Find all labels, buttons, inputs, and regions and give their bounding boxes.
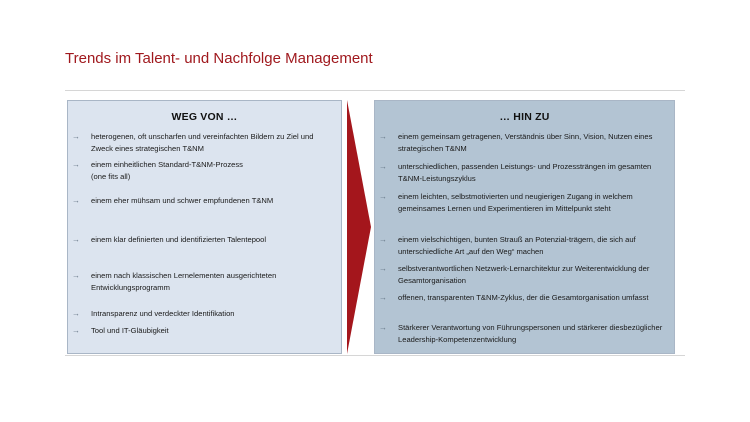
transition-arrow-icon	[343, 100, 373, 354]
hin-zu-item: → einem gemeinsam getragenen, Verständnis über Sinn, Vision, Nutzen eines strategischen T&NM	[379, 132, 653, 153]
weg-von-heading: WEG VON …	[171, 111, 238, 123]
arrow-right-icon: →	[72, 132, 80, 141]
arrow-right-icon: →	[72, 271, 80, 280]
hin-zu-item: → unterschiedlichen, passenden Leistungs- und Prozessträngen im gesamten T&NM-Leistungszyklus	[379, 162, 652, 183]
arrow-right-icon: →	[72, 160, 80, 169]
arrow-right-icon: →	[379, 192, 387, 201]
weg-von-panel	[67, 100, 342, 354]
weg-von-item: → einem einheitlichen Standard-T&NM-Prozess (one fits all)	[72, 160, 243, 181]
hin-zu-item: → einem leichten, selbstmotivierten und neugierigen Zugang in welchem gemeinsames Lernen und Experimentieren im Mittelpunkt steht	[379, 192, 633, 213]
hin-zu-panel	[374, 100, 675, 354]
arrow-right-icon: →	[379, 162, 387, 171]
page-title: Trends im Talent- und Nachfolge Management	[65, 50, 373, 67]
weg-von-item: → heterogenen, oft unscharfen und vereinfachten Bildern zu Ziel und Zweck eines strategischen T&NM	[72, 132, 314, 153]
arrow-right-icon: →	[379, 132, 387, 141]
hin-zu-item: → einem vielschichtigen, bunten Strauß an Potenzial-trägern, die sich auf unterschiedliche Art „auf den Weg“ machen	[379, 235, 636, 256]
arrow-right-icon: →	[72, 196, 80, 205]
hin-zu-heading: … HIN ZU	[499, 111, 550, 123]
top-divider	[65, 90, 685, 91]
weg-von-item: → Tool und IT-Gläubigkeit	[72, 326, 169, 335]
arrow-right-icon: →	[379, 235, 387, 244]
weg-von-item: → einem klar definierten und identifizierten Talentepool	[72, 235, 267, 244]
hin-zu-item: → Stärkerer Verantwortung von Führungspersonen und stärkerer diesbezüglicher Leadership-Kompetenzentwicklung	[379, 323, 663, 344]
arrow-right-icon: →	[379, 293, 387, 302]
hin-zu-item: → selbstverantwortlichen Netzwerk-Lernarchitektur zur Weiterentwicklung der Gesamtorganisation	[379, 264, 650, 285]
weg-von-item: → einem nach klassischen Lernelementen ausgerichteten Entwicklungsprogramm	[72, 271, 277, 292]
weg-von-item: → einem eher mühsam und schwer empfundenen T&NM	[72, 196, 274, 205]
weg-von-item: → Intransparenz und verdeckter Identifikation	[72, 309, 235, 318]
arrow-right-icon: →	[379, 264, 387, 273]
arrow-right-icon: →	[379, 323, 387, 332]
arrow-right-icon: →	[72, 326, 80, 335]
arrow-right-icon: →	[72, 235, 80, 244]
arrow-right-icon: →	[72, 309, 80, 318]
bottom-divider	[65, 355, 685, 356]
hin-zu-item: → offenen, transparenten T&NM-Zyklus, der die Gesamtorganisation umfasst	[379, 293, 649, 302]
